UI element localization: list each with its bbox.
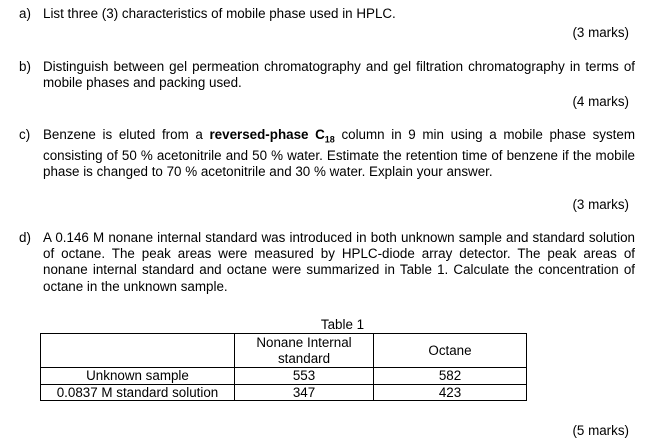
header-nonane — [235, 334, 374, 368]
marks-a: (3 marks) — [572, 25, 629, 40]
question-text: Distinguish between gel permeation chromatography and gel filtration chromatography in terms of mobile phases and packing used. — [43, 59, 635, 91]
text-part-1: Benzene is eluted from a — [43, 127, 210, 142]
question-label: a) — [19, 6, 31, 21]
table-header-row — [41, 334, 527, 368]
row-nonane: 553 — [235, 368, 374, 385]
marks-d: (5 marks) — [572, 423, 629, 438]
question-d — [19, 230, 635, 295]
row-label: 0.0837 M standard solution — [41, 384, 235, 401]
marks-b: (4 marks) — [572, 94, 629, 109]
marks-c: (3 marks) — [572, 197, 629, 212]
bold-term — [209, 127, 335, 145]
header-nonane-line2: standard — [277, 350, 331, 366]
table-caption: Table 1 — [320, 317, 365, 332]
header-empty — [41, 334, 235, 368]
row-octane: 582 — [374, 368, 527, 385]
subscript: 18 — [324, 134, 335, 145]
question-text: List three (3) characteristics of mobile phase used in HPLC. — [43, 6, 396, 21]
bold-text: reversed-phase C — [209, 127, 325, 142]
question-text: A 0.146 M nonane internal standard was introduced in both unknown sample and standard solution of octane. The peak areas were measured by HPLC-diode array detector. The peak areas of nonane internal standard and octane were summarized in Table 1. Calculate the concentration of octane in the unknown sample. — [43, 230, 635, 294]
text-part-2: column in 9 min using a mobile phase system consisting of 50 % acetonitrile and 50 % water. Estimate the retention time of benzene if the mobile phase is changed to 70 % acetonitrile and 30 % water. Explain your answer. — [43, 127, 635, 180]
question-b — [19, 59, 635, 91]
question-label: c) — [19, 127, 31, 142]
row-label: Unknown sample — [41, 368, 235, 385]
question-label: d) — [19, 230, 31, 245]
row-nonane: 347 — [235, 384, 374, 401]
header-nonane-line1: Nonane Internal — [256, 334, 352, 350]
question-label: b) — [19, 59, 31, 74]
data-table — [40, 333, 527, 401]
question-a — [19, 6, 635, 22]
question-text — [43, 127, 635, 180]
row-octane: 423 — [374, 384, 527, 401]
header-octane: Octane — [374, 334, 527, 368]
question-c — [19, 127, 635, 180]
table-row — [41, 384, 527, 401]
table-row — [41, 368, 527, 385]
